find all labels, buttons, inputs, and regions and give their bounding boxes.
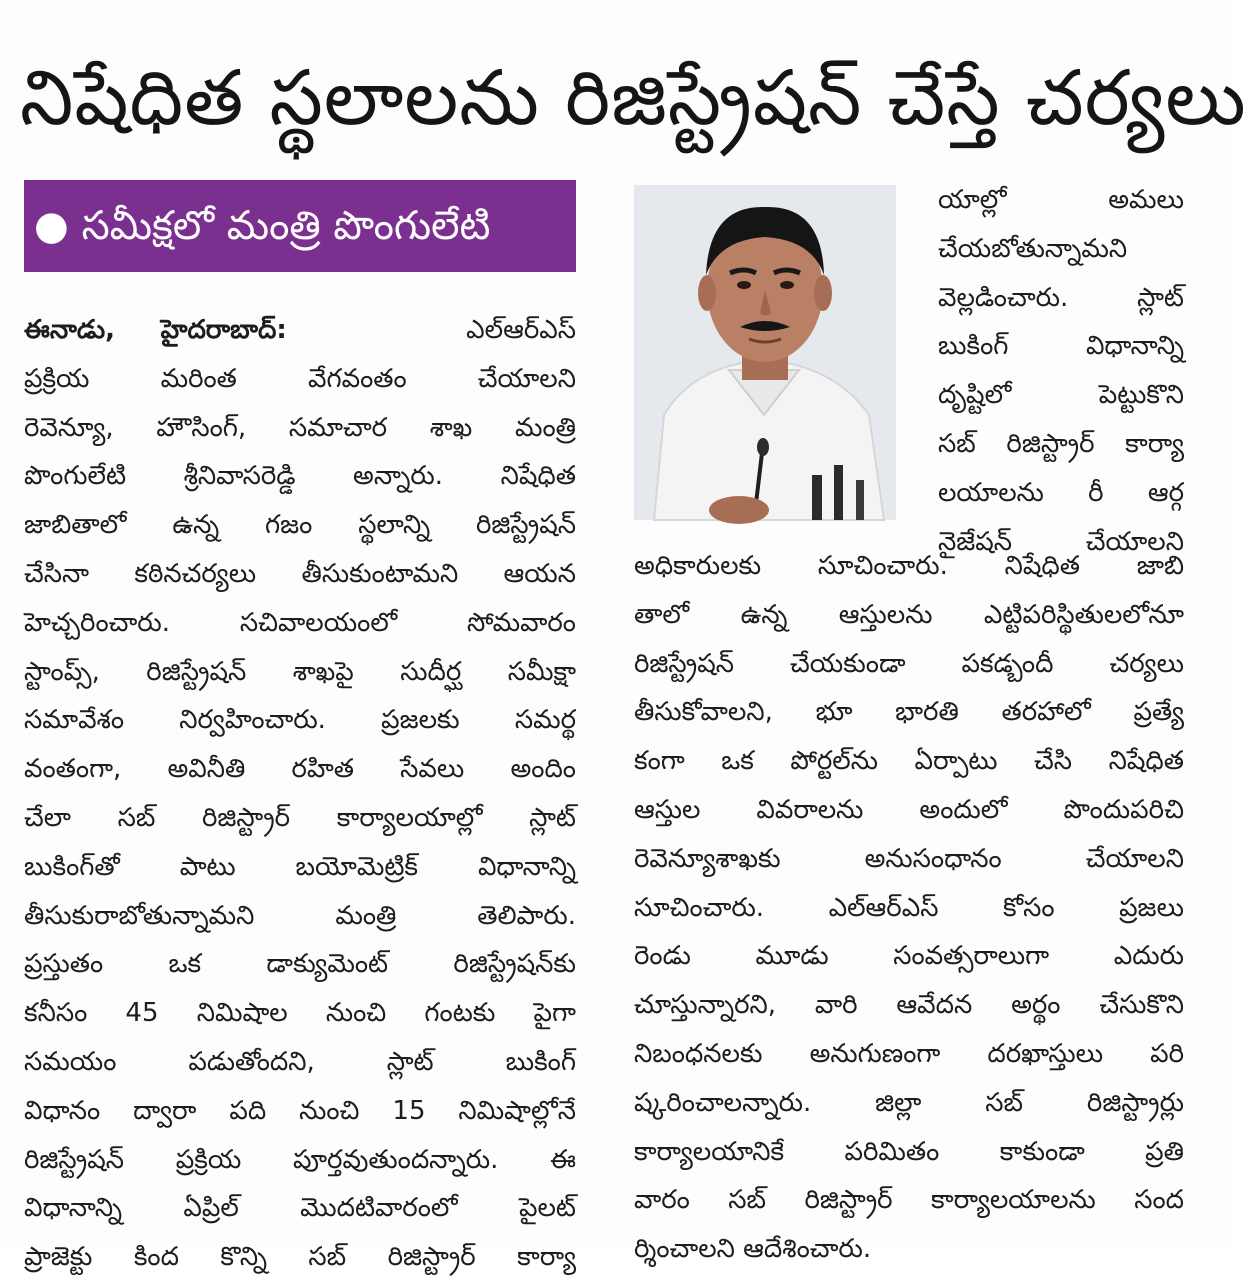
subheadline-banner: ● సమీక్షలో మంత్రి పొంగులేటి bbox=[24, 180, 576, 272]
article-line: బుకింగ్ విధానాన్ని bbox=[938, 331, 1184, 362]
article-line: రెండు మూడు సంవత్సరాలుగా ఎదురు bbox=[634, 941, 1184, 972]
article-line: వెల్లడించారు. స్లాట్ bbox=[938, 282, 1184, 313]
article-line: విధానం ద్వారా పది నుంచి 15 నిమిషాల్లోనే bbox=[24, 1095, 576, 1126]
article-line: దృష్టిలో పెట్టుకొని bbox=[938, 380, 1184, 411]
article-line: రిజిస్ట్రేషన్ ప్రక్రియ పూర్తవుతుందన్నారు. ఈ bbox=[24, 1144, 576, 1175]
article-line: వారం సబ్ రిజిస్ట్రార్ కార్యాలయాలను సంద bbox=[634, 1185, 1184, 1216]
article-line: రిజిస్ట్రేషన్ చేయకుండా పకడ్బందీ చర్యలు bbox=[634, 648, 1184, 679]
person-photo bbox=[634, 185, 896, 520]
article-column-2-bottom bbox=[634, 542, 1184, 1274]
article-line: వంతంగా, అవినీతి రహిత సేవలు అందిం bbox=[24, 754, 576, 785]
article-line: తీసుకురాబోతున్నామని మంత్రి తెలిపారు. bbox=[24, 900, 576, 931]
person-photo-icon bbox=[634, 185, 896, 520]
article-line: చేలా సబ్ రిజిస్ట్రార్ కార్యాలయాల్లో స్లాట్ bbox=[24, 802, 576, 833]
article-line: చేసినా కఠినచర్యలు తీసుకుంటామని ఆయన bbox=[24, 558, 576, 589]
article-line: నైజేషన్ చేయాలని bbox=[938, 526, 1184, 557]
article-line: కంగా ఒక పోర్టల్‌ను ఏర్పాటు చేసి నిషేధిత bbox=[634, 746, 1184, 777]
article-column-1 bbox=[24, 306, 576, 1282]
dateline: ఈనాడు, హైదరాబాద్: bbox=[24, 315, 287, 345]
article-line: తాలో ఉన్న ఆస్తులను ఎట్టిపరిస్థితులలోనూ bbox=[634, 599, 1184, 630]
article-line: ర్శించాలని ఆదేశించారు. bbox=[634, 1234, 872, 1265]
article-line: స్టాంప్స్, రిజిస్ట్రేషన్ శాఖపై సుదీర్ఘ సమీక్షా bbox=[24, 656, 576, 687]
article-line: నిబంధనలకు అనుగుణంగా దరఖాస్తులు పరి bbox=[634, 1038, 1184, 1069]
article-line: సూచించారు. ఎల్‌ఆర్‌ఎస్ కోసం ప్రజలు bbox=[634, 892, 1184, 923]
article-line: హెచ్చరించారు. సచివాలయంలో సోమవారం bbox=[24, 607, 576, 638]
article-line: జాబితాలో ఉన్న గజం స్థలాన్ని రిజిస్ట్రేషన్ bbox=[24, 510, 576, 541]
article-line: ఈనాడు, హైదరాబాద్: ఎల్‌ఆర్‌ఎస్ bbox=[24, 315, 576, 345]
article-line: కనీసం 45 నిమిషాల నుంచి గంటకు పైగా bbox=[24, 998, 576, 1029]
article-line: యాల్లో అమలు bbox=[938, 185, 1184, 215]
article-line: అధికారులకు సూచించారు. నిషేధిత జాబి bbox=[634, 551, 1184, 581]
article-line: ప్రస్తుతం ఒక డాక్యుమెంట్ రిజిస్ట్రేషన్‌కు bbox=[24, 949, 576, 980]
article-line: ప్రక్రియ మరింత వేగవంతం చేయాలని bbox=[24, 363, 576, 394]
article-line: సబ్ రిజిస్ట్రార్ కార్యా bbox=[938, 428, 1184, 459]
article-line: ప్రాజెక్టు కింద కొన్ని సబ్ రిజిస్ట్రార్ కార్యా bbox=[24, 1242, 576, 1273]
article-line: ఆస్తుల వివరాలను అందులో పొందుపరిచి bbox=[634, 794, 1184, 825]
article-line: లయాలను రీ ఆర్గ bbox=[938, 477, 1184, 508]
article-line: రెవెన్యూ, హౌసింగ్, సమాచార శాఖ మంత్రి bbox=[24, 412, 576, 443]
article-column-2-top bbox=[938, 176, 1184, 566]
article-line: తీసుకోవాలని, భూ భారతి తరహాలో ప్రత్యే bbox=[634, 697, 1184, 728]
article-line: పొంగులేటి శ్రీనివాసరెడ్డి అన్నారు. నిషేధిత bbox=[24, 461, 576, 492]
article-line: చేయబోతున్నామని bbox=[938, 233, 1128, 264]
headline: నిషేధిత స్థలాలను రిజిస్ట్రేషన్ చేస్తే చర్యలు bbox=[20, 53, 1247, 142]
article-line: బుకింగ్‌తో పాటు బయోమెట్రిక్ విధానాన్ని bbox=[24, 851, 576, 882]
article-line: రెవెన్యూశాఖకు అనుసంధానం చేయాలని bbox=[634, 843, 1184, 874]
article-line: విధానాన్ని ఏప్రిల్ మొదటివారంలో పైలట్ bbox=[24, 1193, 576, 1224]
article-line: కార్యాలయానికే పరిమితం కాకుండా ప్రతి bbox=[634, 1136, 1184, 1167]
article-line: చూస్తున్నారని, వారి ఆవేదన అర్థం చేసుకొని bbox=[634, 990, 1184, 1021]
article-line: సమావేశం నిర్వహించారు. ప్రజలకు సమర్థ bbox=[24, 705, 576, 736]
article-line: సమయం పడుతోందని, స్లాట్ బుకింగ్ bbox=[24, 1046, 576, 1077]
article-line: ష్కరించాలన్నారు. జిల్లా సబ్ రిజిస్ట్రార్లు bbox=[634, 1087, 1184, 1118]
